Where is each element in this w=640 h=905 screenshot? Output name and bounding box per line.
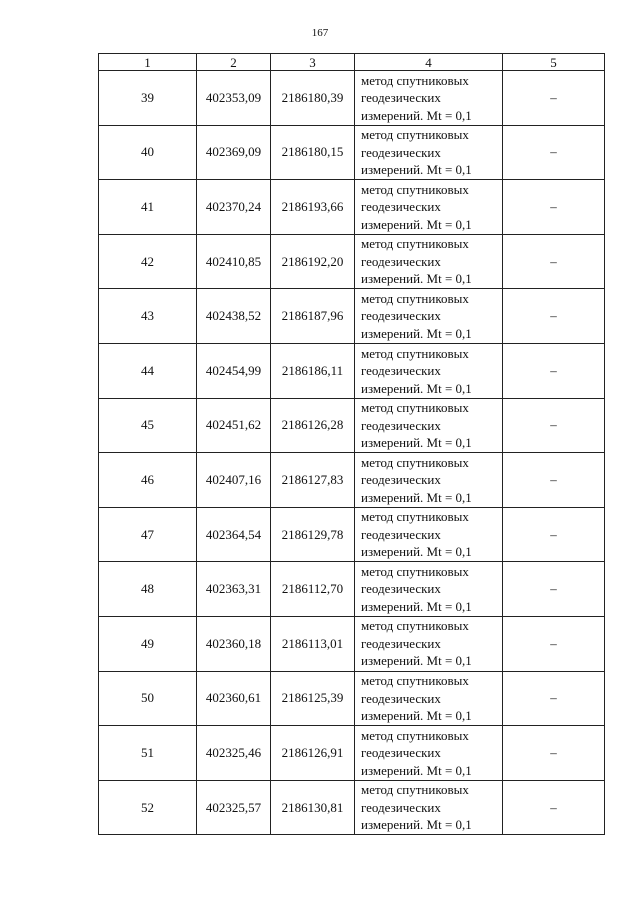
table-row [99, 71, 605, 126]
header-row [99, 54, 605, 71]
method-line-2: геодезических [361, 581, 441, 597]
table-body [99, 71, 605, 835]
coordinate-y: 2186180,39 [271, 71, 355, 126]
coordinate-x: 402325,46 [197, 726, 271, 781]
coordinate-x: 402454,99 [197, 343, 271, 398]
column-5-value [503, 507, 605, 562]
method-line-2: геодезических [361, 253, 441, 269]
method-line-2: геодезических [361, 199, 441, 215]
dash-mark: – [550, 144, 557, 160]
coordinate-x: 402360,61 [197, 671, 271, 726]
table-row [99, 343, 605, 398]
method-line-3: измерений. Mt = 0,1 [361, 544, 472, 560]
method-line-3: измерений. Mt = 0,1 [361, 162, 472, 178]
column-5-value [503, 726, 605, 781]
coordinate-y: 2186130,81 [271, 780, 355, 835]
coordinate-y: 2186126,28 [271, 398, 355, 453]
table-row [99, 562, 605, 617]
column-5-value [503, 780, 605, 835]
column-5-value [503, 180, 605, 235]
coordinate-x: 402325,57 [197, 780, 271, 835]
method-line-3: измерений. Mt = 0,1 [361, 107, 472, 123]
method-line-2: геодезических [361, 745, 441, 761]
method-line-2: геодезических [361, 363, 441, 379]
method-line-3: измерений. Mt = 0,1 [361, 817, 472, 833]
coordinate-x: 402438,52 [197, 289, 271, 344]
method-line-3: измерений. Mt = 0,1 [361, 271, 472, 287]
column-header-3: 3 [271, 54, 355, 71]
method-line-3: измерений. Mt = 0,1 [361, 435, 472, 451]
coordinate-y: 2186187,96 [271, 289, 355, 344]
point-number: 42 [99, 234, 197, 289]
table-row [99, 616, 605, 671]
dash-mark: – [550, 89, 557, 105]
table-row [99, 398, 605, 453]
method-line-1: метод спутниковых [361, 618, 469, 634]
method-description [355, 453, 503, 508]
dash-mark: – [550, 581, 557, 597]
method-line-3: измерений. Mt = 0,1 [361, 380, 472, 396]
column-5-value [503, 234, 605, 289]
column-5-value [503, 671, 605, 726]
method-line-2: геодезических [361, 799, 441, 815]
point-number: 51 [99, 726, 197, 781]
table-row [99, 507, 605, 562]
coordinate-x: 402370,24 [197, 180, 271, 235]
method-line-3: измерений. Mt = 0,1 [361, 708, 472, 724]
method-line-3: измерений. Mt = 0,1 [361, 216, 472, 232]
method-line-1: метод спутниковых [361, 400, 469, 416]
dash-mark: – [550, 744, 557, 760]
method-description [355, 562, 503, 617]
coordinate-y: 2186129,78 [271, 507, 355, 562]
coordinate-y: 2186113,01 [271, 616, 355, 671]
table-row [99, 125, 605, 180]
dash-mark: – [550, 253, 557, 269]
point-number: 41 [99, 180, 197, 235]
table-row [99, 780, 605, 835]
coordinates-table [98, 53, 605, 835]
dash-mark: – [550, 526, 557, 542]
method-description [355, 616, 503, 671]
column-5-value [503, 289, 605, 344]
method-description [355, 125, 503, 180]
point-number: 47 [99, 507, 197, 562]
coordinate-y: 2186186,11 [271, 343, 355, 398]
coordinate-y: 2186193,66 [271, 180, 355, 235]
column-header-2: 2 [197, 54, 271, 71]
method-description [355, 726, 503, 781]
table-header [99, 54, 605, 71]
dash-mark: – [550, 635, 557, 651]
method-line-3: измерений. Mt = 0,1 [361, 489, 472, 505]
dash-mark: – [550, 198, 557, 214]
column-5-value [503, 125, 605, 180]
dash-mark: – [550, 799, 557, 815]
point-number: 50 [99, 671, 197, 726]
method-description [355, 398, 503, 453]
method-line-3: измерений. Mt = 0,1 [361, 762, 472, 778]
method-line-2: геодезических [361, 90, 441, 106]
method-description [355, 234, 503, 289]
method-line-2: геодезических [361, 635, 441, 651]
column-5-value [503, 562, 605, 617]
method-description [355, 71, 503, 126]
dash-mark: – [550, 690, 557, 706]
coordinate-y: 2186192,20 [271, 234, 355, 289]
point-number: 46 [99, 453, 197, 508]
point-number: 44 [99, 343, 197, 398]
dash-mark: – [550, 417, 557, 433]
column-5-value [503, 71, 605, 126]
column-5-value [503, 453, 605, 508]
coordinate-y: 2186180,15 [271, 125, 355, 180]
point-number: 52 [99, 780, 197, 835]
page-number: 167 [311, 27, 329, 39]
method-description [355, 343, 503, 398]
coordinate-x: 402353,09 [197, 71, 271, 126]
column-5-value [503, 343, 605, 398]
method-description [355, 671, 503, 726]
method-line-2: геодезических [361, 144, 441, 160]
method-line-2: геодезических [361, 690, 441, 706]
dash-mark: – [550, 308, 557, 324]
point-number: 49 [99, 616, 197, 671]
table-row [99, 453, 605, 508]
point-number: 45 [99, 398, 197, 453]
method-line-1: метод спутниковых [361, 345, 469, 361]
method-line-2: геодезических [361, 308, 441, 324]
coordinate-y: 2186127,83 [271, 453, 355, 508]
coordinate-x: 402369,09 [197, 125, 271, 180]
method-description [355, 507, 503, 562]
method-line-3: измерений. Mt = 0,1 [361, 653, 472, 669]
point-number: 48 [99, 562, 197, 617]
coordinate-x: 402360,18 [197, 616, 271, 671]
coordinate-y: 2186126,91 [271, 726, 355, 781]
table-row [99, 726, 605, 781]
coordinate-y: 2186112,70 [271, 562, 355, 617]
table-row [99, 180, 605, 235]
method-description [355, 780, 503, 835]
coordinate-x: 402407,16 [197, 453, 271, 508]
method-line-1: метод спутниковых [361, 454, 469, 470]
method-description [355, 289, 503, 344]
column-header-1: 1 [99, 54, 197, 71]
point-number: 40 [99, 125, 197, 180]
table-row [99, 289, 605, 344]
column-header-5: 5 [503, 54, 605, 71]
column-header-4: 4 [355, 54, 503, 71]
method-line-1: метод спутниковых [361, 509, 469, 525]
method-line-3: измерений. Mt = 0,1 [361, 598, 472, 614]
coordinate-x: 402364,54 [197, 507, 271, 562]
method-line-1: метод спутниковых [361, 673, 469, 689]
dash-mark: – [550, 471, 557, 487]
method-line-1: метод спутниковых [361, 782, 469, 798]
coordinate-x: 402363,31 [197, 562, 271, 617]
point-number: 43 [99, 289, 197, 344]
point-number: 39 [99, 71, 197, 126]
method-line-1: метод спутниковых [361, 290, 469, 306]
method-line-2: геодезических [361, 526, 441, 542]
method-line-1: метод спутниковых [361, 181, 469, 197]
column-5-value [503, 398, 605, 453]
method-line-1: метод спутниковых [361, 127, 469, 143]
method-line-1: метод спутниковых [361, 727, 469, 743]
table-row [99, 671, 605, 726]
column-5-value [503, 616, 605, 671]
method-line-1: метод спутниковых [361, 563, 469, 579]
method-line-2: геодезических [361, 417, 441, 433]
method-description [355, 180, 503, 235]
dash-mark: – [550, 362, 557, 378]
method-line-1: метод спутниковых [361, 236, 469, 252]
method-line-3: измерений. Mt = 0,1 [361, 325, 472, 341]
table-row [99, 234, 605, 289]
coordinate-x: 402410,85 [197, 234, 271, 289]
coordinate-x: 402451,62 [197, 398, 271, 453]
method-line-2: геодезических [361, 472, 441, 488]
coordinate-y: 2186125,39 [271, 671, 355, 726]
method-line-1: метод спутниковых [361, 72, 469, 88]
